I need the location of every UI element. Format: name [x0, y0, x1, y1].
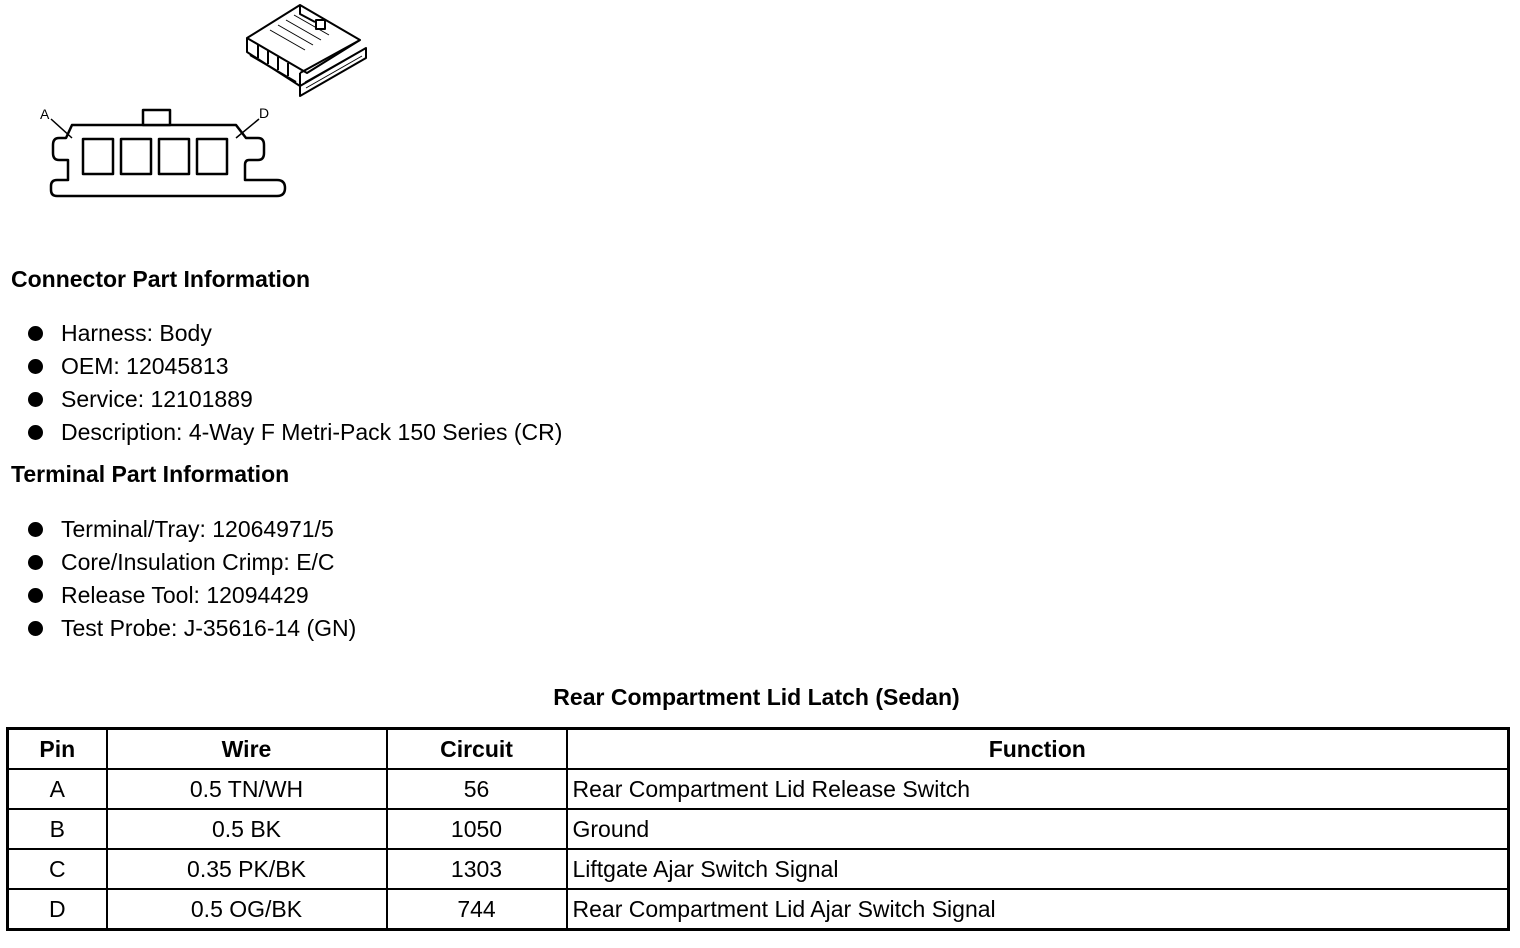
table-row — [8, 849, 1509, 889]
pin-label-last: D — [259, 105, 270, 121]
table-header-row — [8, 729, 1509, 770]
table-row — [8, 889, 1509, 930]
bullet-icon — [28, 555, 43, 570]
list-item-text: Service: 12101889 — [61, 386, 253, 412]
list-item — [0, 383, 562, 416]
list-item — [0, 546, 356, 579]
list-item — [0, 416, 562, 449]
list-item — [0, 513, 356, 546]
wire-cell: 0.5 TN/WH — [107, 769, 387, 809]
connector-face-view — [51, 110, 285, 196]
list-item — [0, 350, 562, 383]
list-item — [0, 612, 356, 645]
pin-label-first: A — [40, 106, 50, 122]
pin-cell: B — [8, 809, 107, 849]
circuit-cell: 744 — [387, 889, 567, 930]
pin-cell: A — [8, 769, 107, 809]
column-header-circuit: Circuit — [387, 729, 567, 770]
function-cell: Rear Compartment Lid Ajar Switch Signal — [567, 889, 1509, 930]
bullet-icon — [28, 621, 43, 636]
function-cell: Rear Compartment Lid Release Switch — [567, 769, 1509, 809]
pinout-table-title: Rear Compartment Lid Latch (Sedan) — [553, 684, 960, 710]
list-item-text: Core/Insulation Crimp: E/C — [61, 549, 335, 575]
connector-part-heading: Connector Part Information — [11, 266, 311, 292]
circuit-cell: 1303 — [387, 849, 567, 889]
function-cell: Ground — [567, 809, 1509, 849]
bullet-icon — [28, 522, 43, 537]
bullet-icon — [28, 359, 43, 374]
table-row — [8, 769, 1509, 809]
column-header-function: Function — [567, 729, 1509, 770]
pin-cell: C — [8, 849, 107, 889]
list-item-text: Terminal/Tray: 12064971/5 — [61, 516, 334, 542]
bullet-icon — [28, 326, 43, 341]
pin-cell: D — [8, 889, 107, 930]
bullet-icon — [28, 588, 43, 603]
connector-isometric-view — [247, 5, 366, 96]
bullet-icon — [28, 425, 43, 440]
list-item — [0, 579, 356, 612]
connector-illustration — [0, 0, 400, 215]
function-cell: Liftgate Ajar Switch Signal — [567, 849, 1509, 889]
wire-cell: 0.5 OG/BK — [107, 889, 387, 930]
wire-cell: 0.5 BK — [107, 809, 387, 849]
pinout-table — [6, 727, 1510, 931]
column-header-wire: Wire — [107, 729, 387, 770]
list-item-text: Harness: Body — [61, 320, 212, 346]
list-item-text: Description: 4-Way F Metri-Pack 150 Series (CR) — [61, 419, 563, 445]
table-row — [8, 809, 1509, 849]
terminal-part-heading: Terminal Part Information — [11, 461, 290, 487]
list-item-text: Release Tool: 12094429 — [61, 582, 309, 608]
circuit-cell: 1050 — [387, 809, 567, 849]
column-header-pin: Pin — [8, 729, 107, 770]
list-item-text: Test Probe: J-35616-14 (GN) — [61, 615, 357, 641]
wire-cell: 0.35 PK/BK — [107, 849, 387, 889]
list-item — [0, 317, 562, 350]
terminal-part-list — [0, 513, 356, 645]
list-item-text: OEM: 12045813 — [61, 353, 229, 379]
connector-part-list — [0, 317, 562, 449]
bullet-icon — [28, 392, 43, 407]
circuit-cell: 56 — [387, 769, 567, 809]
